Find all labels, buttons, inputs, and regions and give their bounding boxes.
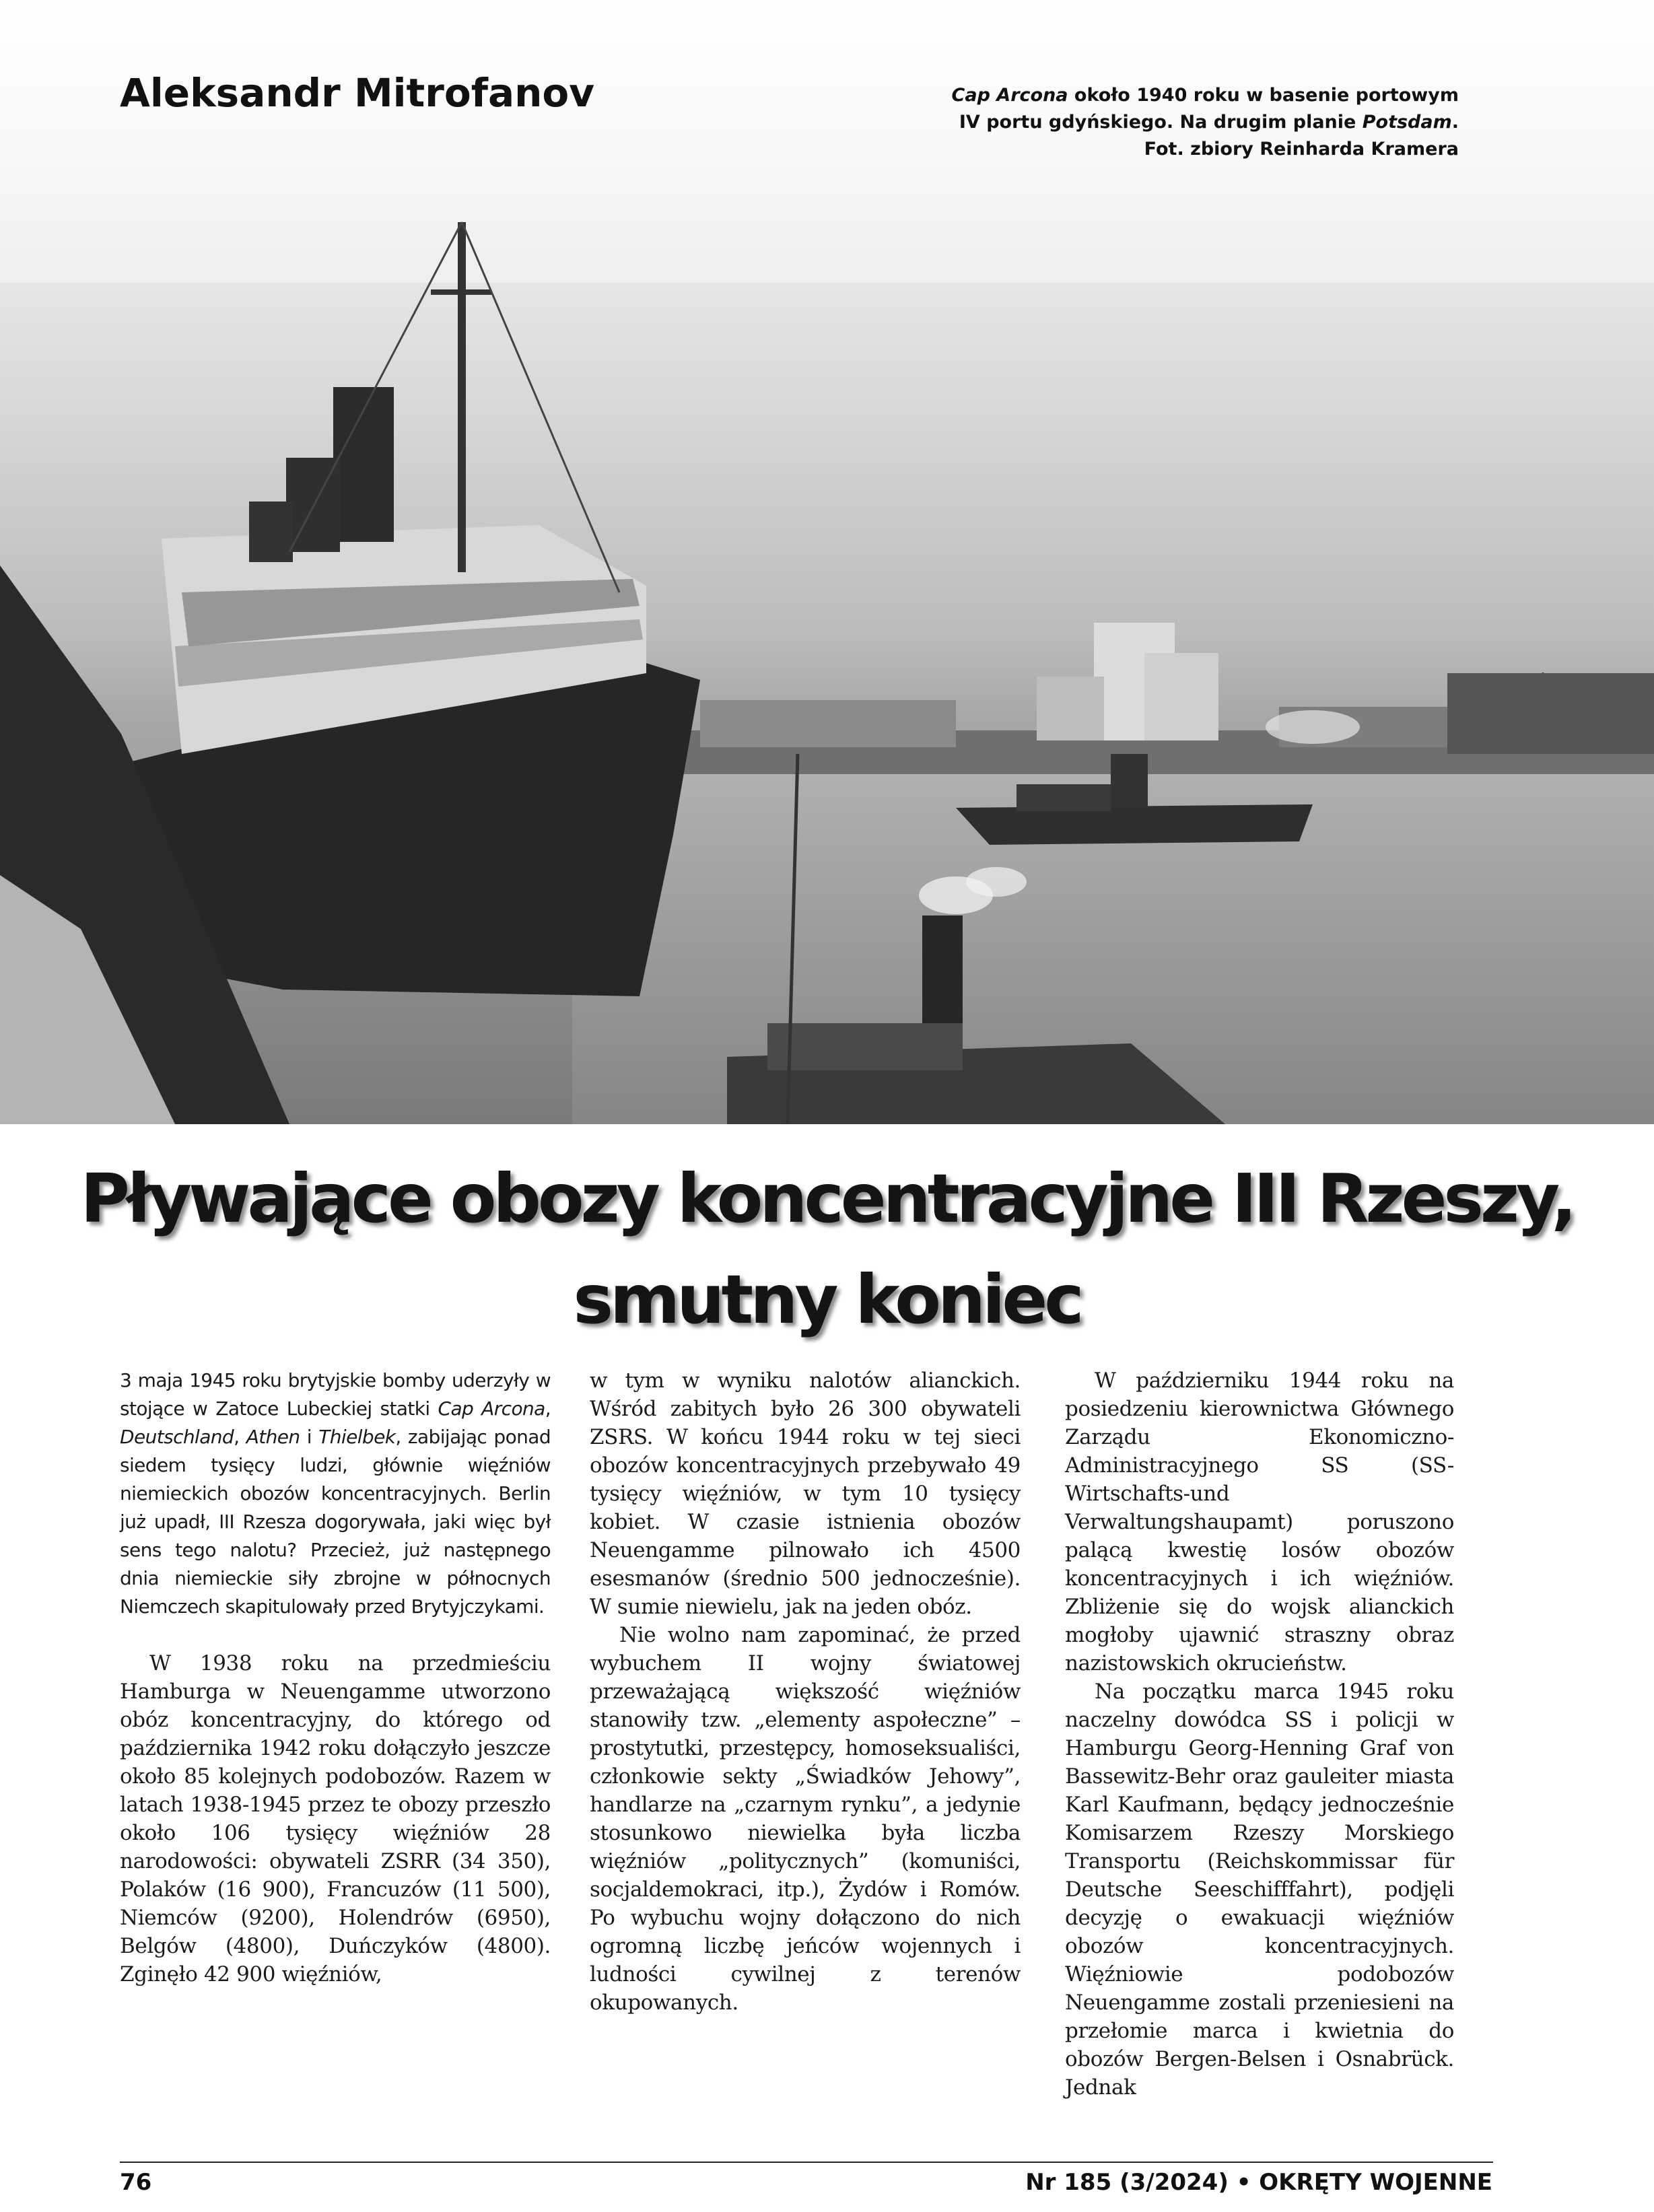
- caption-text: .: [1451, 112, 1459, 133]
- caption-ship-name: Cap Arcona: [951, 85, 1068, 106]
- caption-line-2: [853, 109, 1459, 136]
- body-paragraph: W 1938 roku na przedmieściu Hamburga w Neuengamme utworzono obóz koncentracyjny, do którego od października 1942 roku dołączyło jeszcze około 85 kolejnych podobozów. Razem w latach 1938-1945 przez te obozy przeszło około 106 tysięcy więźniów 28 narodowości: obywateli ZSRR (34 350), Polaków (16 900), Francuzów (11 500), Niemców (9200), Holendrów (6950), Belgów (4800), Duńczyków (4800). Zginęło 42 900 więźniów,: [120, 1651, 551, 1986]
- article-title: [0, 1148, 1654, 1350]
- author-name: Aleksandr Mitrofanov: [120, 70, 595, 116]
- ship-name: Deutschland: [120, 1426, 234, 1448]
- ship-name: Athen: [246, 1426, 300, 1448]
- column-3: [1065, 1367, 1454, 2102]
- issue-info: Nr 185 (3/2024) • OKRĘTY WOJENNE: [1025, 2169, 1492, 2196]
- lead-text: , zabijając ponad siedem tysięcy ludzi, głównie więźniów niemieckich obozów koncentracyjnych. Berlin już upadł, III Rzesza dogorywała, jaki więc był sens tego nalotu? Przecież, już następnego dnia niemieckie siły zbrojne w północnych Niemczech skapitulowały przed Brytyjczykami.: [120, 1426, 551, 1618]
- page-number: 76: [120, 2169, 152, 2196]
- caption-line-1: [853, 82, 1459, 109]
- caption-credit: Fot. zbiory Reinharda Kramera: [1144, 139, 1459, 160]
- lead-text: ,: [234, 1426, 246, 1448]
- column-2: [590, 1367, 1021, 2017]
- body-paragraph: w tym w wyniku nalotów alianckich. Wśród zabitych było 26 300 obywateli ZSRS. W końcu 1944 roku w tej sieci obozów koncentracyjnych przebywało 49 tysięcy więźniów, w tym 10 tysięcy kobiet. W czasie istnienia obozów Neuengamme pilnowało ich 4500 esesmanów (średnio 500 jednocześnie). W sumie niewielu, jak na jeden obóz.: [590, 1369, 1021, 1619]
- caption-ship-name: Potsdam: [1362, 112, 1452, 133]
- caption-text: IV portu gdyńskiego. Na drugim planie: [959, 112, 1363, 133]
- title-line-1: Pływające obozy koncentracyjne III Rzeszy,: [80, 1159, 1574, 1238]
- lead-text: i: [300, 1426, 319, 1448]
- body-paragraph: Nie wolno nam zapominać, że przed wybuchem II wojny światowej przeważającą większość więźniów stanowiły tzw. „elementy aspołeczne” – prostytutki, przestępcy, homoseksualiści, członkowie sekty „Świadków Jehowy”, handlarze na „czarnym rynku”, a jedynie stosunkowo niewielka była liczba więźniów „politycznych” (komuniści, socjaldemokraci, itp.), Żydów i Romów. Po wybuchu wojny dołączono do nich ogromną liczbę jeńców wojennych i ludności cywilnej z terenów okupowanych.: [590, 1623, 1021, 2015]
- lead-text: 3 maja 1945 roku brytyjskie bomby uderzyły w stojące w Zatoce Lubeckiej statki: [120, 1369, 551, 1420]
- body-paragraph: Na początku marca 1945 roku naczelny dowódca SS i policji w Hamburgu Georg-Henning Graf von Bassewitz-Behr oraz gauleiter miasta Karl Kaufmann, będący jednocześnie Komisarzem Rzeszy Morskiego Transportu (Reichskommissar für Deutsche Seeschifffahrt), podjęli decyzję o ewakuacji więźniów obozów koncentracyjnych. Więźniowie podobozów Neuengamme zostali przeniesieni na przełomie marca i kwietnia do obozów Bergen-Belsen i Osnabrück. Jednak: [1065, 1680, 1454, 2100]
- caption-text: około 1940 roku w basenie portowym: [1068, 85, 1459, 106]
- ship-name: Thielbek: [318, 1426, 396, 1448]
- column-1: [120, 1367, 551, 1989]
- ship-name: Cap Arcona: [438, 1397, 545, 1420]
- body-paragraph: W październiku 1944 roku na posiedzeniu kierownictwa Głównego Zarządu Ekonomiczno-Administracyjnego SS (SS-Wirtschafts-und Verwaltungshaupamt) poruszono palącą kwestię losów obozów koncentracyjnych i ich więźniów. Zbliżenie się do wojsk alianckich mogłoby ujawnić straszny obraz nazistowskich okrucieństw.: [1065, 1369, 1454, 1675]
- lead-text: ,: [545, 1397, 551, 1420]
- footer-rule: [120, 2162, 1493, 2163]
- photo-caption: [853, 82, 1459, 163]
- title-line-2: smutny koniec: [573, 1260, 1081, 1339]
- lead-paragraph: [120, 1367, 551, 1621]
